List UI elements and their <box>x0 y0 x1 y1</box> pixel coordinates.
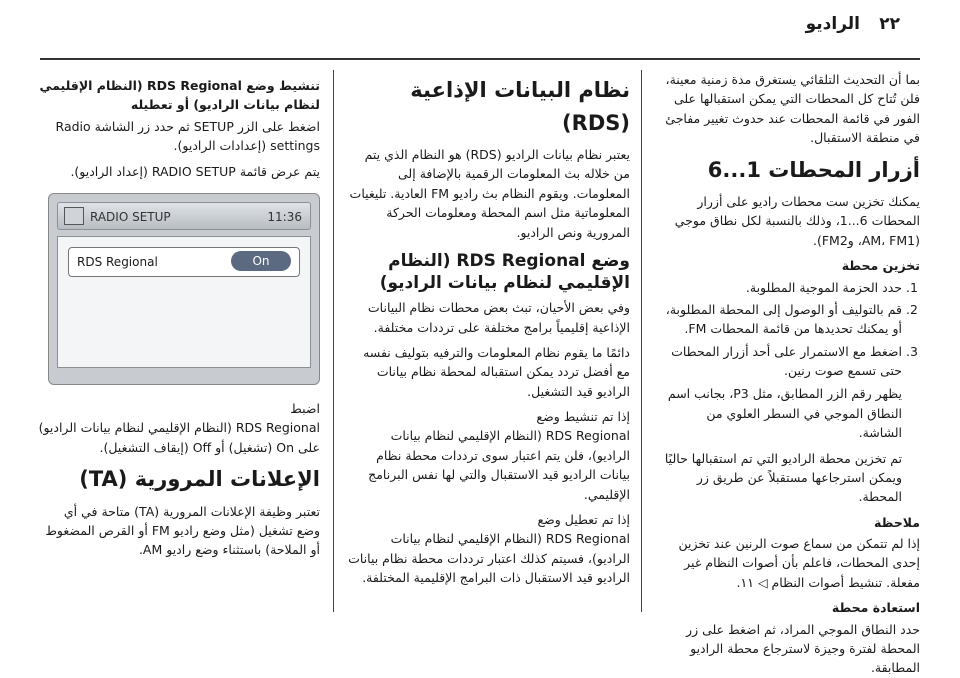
radio-icon <box>64 207 84 225</box>
display-note: يظهر رقم الزر المطابق، مثل P3، بجانب اسم النطاق الموجي في السطر العلوي من الشاشة. <box>667 386 902 441</box>
rds-regional-label: RDS Regional <box>77 254 158 269</box>
inactive-label: إذا تم تعطيل وضع <box>537 511 630 527</box>
list-item: 2. قم بالتوليف أو الوصول إلى المحطة المطلوبة، أو يمكنك تحديدها من قائمة المحطات FM. <box>660 300 902 339</box>
subheading-store-station: تخزين محطة <box>841 258 920 274</box>
list-item: 1. حدد الحزمة الموجية المطلوبة. <box>660 278 902 297</box>
subheading-recall-station: استعادة محطة <box>831 600 920 616</box>
active-paragraph: RDS Regional (النظام الإقليمي لنظام بيانات الراديو)، فلن يتم اعتبار سوى ترددات محطة نظام بيانات الراديو قيد الاستقبال والتي لها نفس البرنامج الإقليمي. <box>368 428 630 502</box>
ta-paragraph: تعتبر وظيفة الإعلانات المرورية (TA) متاحة في أي وضع تشغيل (مثل وضع راديو FM أو القرص المضغوط أو الملاحة) باستثناء وضع راديو AM. <box>45 503 320 558</box>
set-paragraph: RDS Regional (النظام الإقليمي لنظام بيانات الراديو) على On (تشغيل) أو Off (إيقاف التشغيل). <box>38 420 320 455</box>
page-header <box>0 0 960 62</box>
set-label: اضبط <box>290 400 320 416</box>
rds-regional-toggle: On <box>231 251 291 271</box>
inactive-paragraph: RDS Regional (النظام الإقليمي لنظام بيانات الراديو)، فسيتم كذلك اعتبار ترددات محطة نظام بيانات الراديو قيد الاستقبال ذات البرامج الإقليمية المختلفة. <box>348 531 630 586</box>
list-item: 3. اضغط مع الاستمرار على أحد أزرار المحطات حتى تسمع صوت رنين. <box>660 342 902 381</box>
section-heading-rds-regional: وضع RDS Regional (النظام الإقليمي لنظام بيانات الراديو) <box>379 250 630 294</box>
section-heading-rds: نظام البيانات الإذاعية (RDS) <box>410 78 630 135</box>
intro-paragraph: بما أن التحديث التلقائي يستغرق مدة زمنية معينة، فلن تُتاح كل المحطات التي يمكن استقبالها على الفور في قائمة المحطات عند حدوث تغيير مفاجئ في منطقة الاستقبال. <box>665 72 920 146</box>
activate-paragraph-1: اضغط على الزر SETUP ثم حدد زر الشاشة Radio settings (إعدادات الراديو). <box>55 118 320 154</box>
column-divider <box>333 70 334 612</box>
page-number: ٢٢ <box>879 14 900 34</box>
subheading-activate-rds-regional: تنشيط وضع RDS Regional (النظام الإقليمي لنظام بيانات الراديو) أو تعطيله <box>39 78 320 113</box>
column-left <box>38 70 320 612</box>
column-divider <box>641 70 642 612</box>
store-steps-list <box>660 278 920 381</box>
header-rule <box>40 58 920 60</box>
rds-paragraph: يعتبر نظام بيانات الراديو (RDS) هو النظام الذي يتم من خلاله بث المعلومات الرقمية بالإضافة إلى المعلومات. ويقوم النظام بث راديو FM العادية. تليغيات المعلوماتية مثل اسم المحطة ومعلومات الحركة المرورية ونص الراديو. <box>349 147 630 240</box>
column-right <box>660 70 920 676</box>
running-title: الراديو <box>805 14 860 34</box>
subheading-note: ملاحظة <box>874 514 920 530</box>
recall-paragraph: حدد النطاق الموجي المراد، ثم اضغط على زر المحطة لفترة وجيزة لاسترجاع محطة الراديو المطابقة. <box>686 621 920 676</box>
screen-title-bar <box>57 202 311 230</box>
section-heading-traffic-announcements: الإعلانات المرورية (TA) <box>79 467 320 491</box>
regional-paragraph-1: وفي بعض الأحيان، تبث بعض محطات نظام البيانات الإذاعية إقليمياً برامج مختلفة على ترددات مختلفة. <box>367 300 630 335</box>
screen-clock: 11:36 <box>267 209 302 224</box>
rds-regional-row <box>68 247 300 277</box>
stored-note: تم تخزين محطة الراديو التي تم استقبالها حاليًا ويمكن استرجاعها مستقبلاً عن طريق زر المحطة. <box>664 450 902 505</box>
screen-body <box>57 236 311 368</box>
screen-title: RADIO SETUP <box>90 209 171 224</box>
preset-buttons-paragraph: يمكنك تخزين ست محطات راديو على أزرار المحطات 6...1، وذلك بالنسبة لكل نطاق موجي (AM، FM1، وFM2). <box>674 194 920 248</box>
regional-paragraph-2: دائمًا ما يقوم نظام المعلومات والترفيه بتوليف نفسه مع أفضل تردد يمكن استقباله لمحطة نظام بيانات الراديو قيد التشغيل. <box>363 344 630 399</box>
column-middle <box>348 70 630 612</box>
section-heading-preset-buttons: أزرار المحطات 1...6 <box>707 157 920 182</box>
radio-setup-screenshot <box>48 193 320 385</box>
active-label: إذا تم تنشيط وضع <box>536 409 630 425</box>
activate-paragraph-2: يتم عرض قائمة RADIO SETUP (إعداد الراديو). <box>70 163 320 179</box>
note-paragraph: إذا لم تتمكن من سماع صوت الرنين عند تخزين إحدى المحطات، فاعلم بأن أصوات النظام غير مفعلة. تنشيط أصوات النظام ◁ ١١. <box>678 536 920 590</box>
